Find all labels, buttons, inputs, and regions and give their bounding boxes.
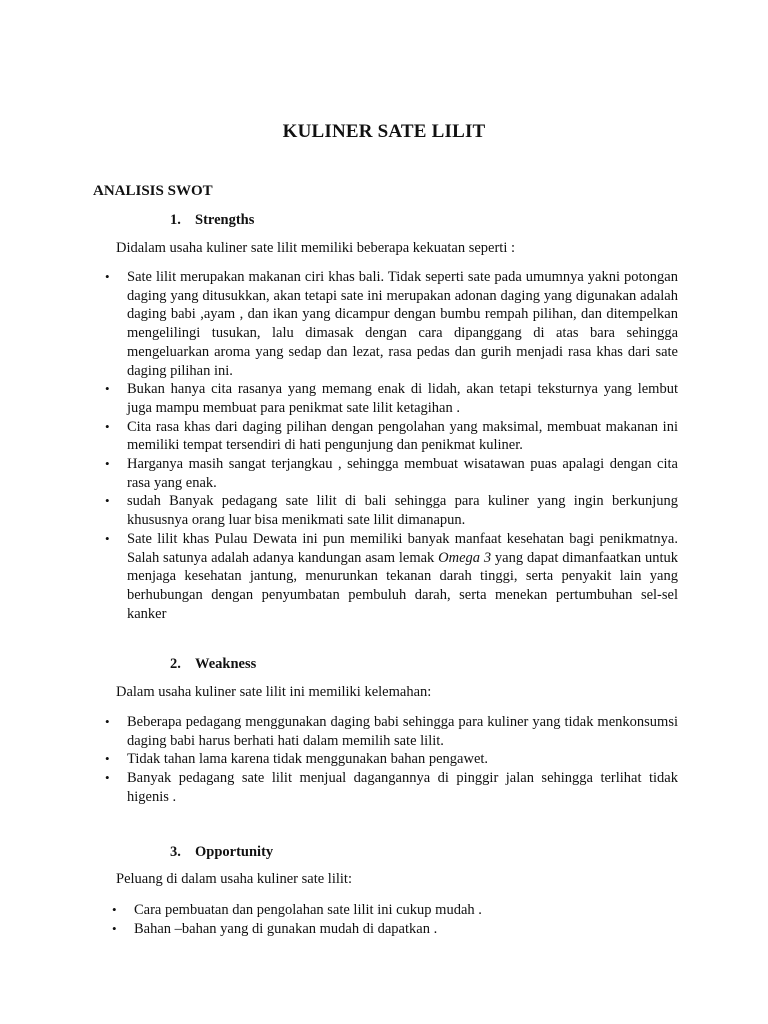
list-item: • Bukan hanya cita rasanya yang memang enak di lidah, akan tetapi teksturnya yang lembut juga mampu membuat para penikmat sate lilit ketagihan . — [105, 381, 678, 416]
section-1-label: Strengths — [195, 212, 255, 228]
section-1-intro: Didalam usaha kuliner sate lilit memiliki beberapa kekuatan seperti : — [116, 240, 516, 256]
section-2-label: Weakness — [195, 656, 257, 672]
bullet-icon: • — [105, 770, 110, 786]
section-3-intro: Peluang di dalam usaha kuliner sate lilit: — [116, 871, 352, 887]
strengths-list — [100, 268, 678, 623]
list-item: • Harganya masih sangat terjangkau , sehingga membuat wisatawan puas apalagi dengan cita rasa yang enak. — [105, 456, 678, 491]
section-2-number: 2. — [170, 656, 181, 672]
section-2-intro: Dalam usaha kuliner sate lilit ini memiliki kelemahan: — [116, 684, 432, 700]
list-item: • Cara pembuatan dan pengolahan sate lilit ini cukup mudah . — [112, 902, 482, 918]
bullet-icon: • — [105, 418, 110, 434]
list-item: • Bahan –bahan yang di gunakan mudah di dapatkan . — [112, 920, 438, 937]
omega-3-emphasis: Omega 3 — [438, 549, 492, 566]
bullet-icon: • — [105, 714, 110, 729]
section-heading-swot: ANALISIS SWOT — [93, 183, 213, 199]
section-1-number: 1. — [170, 212, 181, 228]
bullet-icon: • — [105, 530, 110, 546]
bullet-icon: • — [105, 269, 110, 284]
bullet-icon: • — [105, 381, 110, 397]
list-item: • sudah Banyak pedagang sate lilit di bali sehingga para kuliner yang ingin berkunjung khususnya orang luar bisa menikmati sate lilit dimanapun. — [105, 493, 678, 529]
document-title: KULINER SATE LILIT — [282, 121, 486, 142]
list-item: • Tidak tahan lama karena tidak menggunakan bahan pengawet. — [105, 751, 489, 768]
bullet-icon: • — [105, 751, 110, 767]
section-2-heading — [170, 656, 256, 673]
bullet-icon: • — [105, 456, 110, 472]
bullet-icon: • — [105, 493, 110, 509]
bullet-icon: • — [112, 920, 117, 936]
list-item: • Beberapa pedagang menggunakan daging babi sehingga para kuliner yang tidak menkonsumsi daging babi harus berhati hati dalam memilih sate lilit. — [105, 714, 678, 749]
section-3-label: Opportunity — [195, 844, 274, 860]
list-item: • Sate lilit khas Pulau Dewata ini pun memiliki banyak manfaat kesehatan bagi penikmatnya. Salah satunya adalah adanya kandungan asam lemak Omega 3 yang dapat dimanfaatkan untuk menjaga kesehatan jantung, menurunkan tekanan darah tinggi, serta penyakit lain yang berhubungan dengan penyumbatan pembuluh darah, serta menekan pertumbuhan sel-sel kanker — [105, 530, 678, 622]
section-3-heading — [170, 844, 273, 861]
list-item: • Banyak pedagang sate lilit menjual dagangannya di pinggir jalan sehingga terlihat tidak higenis . — [105, 770, 678, 805]
list-item: • Cita rasa khas dari daging pilihan dengan pengolahan yang maksimal, membuat makanan ini memiliki tempat tersendiri di hati pengunjung dan penikmat kuliner. — [105, 418, 678, 454]
opportunity-list — [107, 901, 607, 938]
section-3-number: 3. — [170, 844, 181, 860]
bullet-icon: • — [112, 902, 117, 917]
list-item: • Sate lilit merupakan makanan ciri khas bali. Tidak seperti sate pada umumnya yakni potongan daging yang ditusukkan, akan tetapi sate ini merupakan adonan daging yang digunakan adalah daging babi ,ayam , dan ikan yang dicampur dengan bumbu rempah pilihan, dan ditempelkan mengelilingi tusukan, lalu dimasak dengan cara dipanggang di atas bara sehingga mengeluarkan aroma yang sedap dan lezat, rasa pedas dan gurih menjadi rasa khas dari sate daging pilihan ini. — [105, 269, 678, 379]
weakness-list — [100, 713, 678, 807]
section-1-heading — [170, 212, 254, 229]
